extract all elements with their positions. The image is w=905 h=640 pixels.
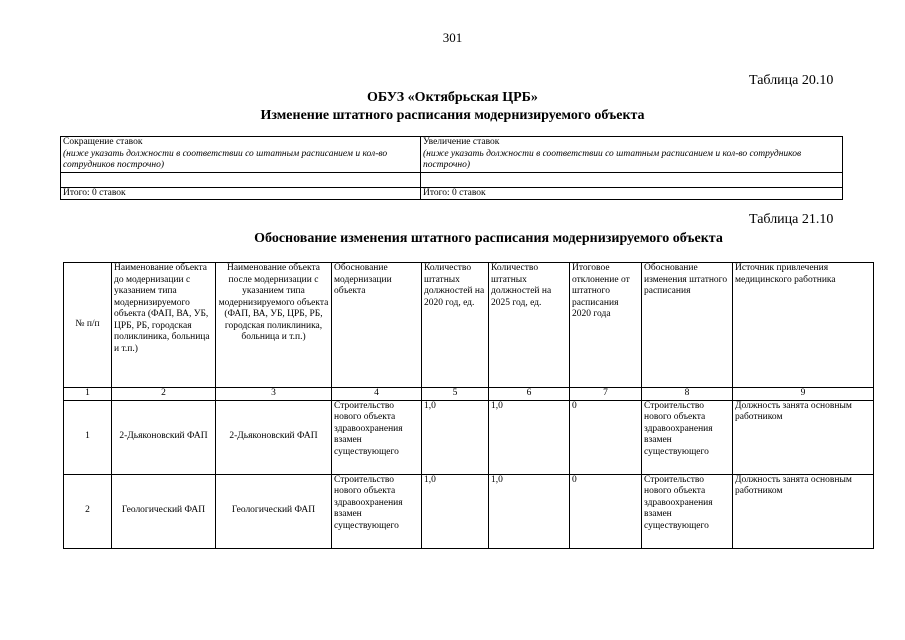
row-q2025: 1,0 xyxy=(489,400,570,474)
col-number: 4 xyxy=(332,388,422,401)
table2-title: Обоснование изменения штатного расписания модернизируемого объекта xyxy=(254,231,723,246)
row-before: Геологический ФАП xyxy=(112,474,216,548)
col-number: 1 xyxy=(64,388,112,401)
organization-title: ОБУЗ «Октябрьская ЦРБ» xyxy=(367,90,538,105)
row-before: 2-Дьяконовский ФАП xyxy=(112,400,216,474)
page-number: 301 xyxy=(442,30,463,45)
header-source: Источник привлечения медицинского работника xyxy=(733,263,874,388)
header-after: Наименование объекта после модернизации с указанием типа модернизируемого объекта (ФАП, ВА, УБ, ЦРБ, РБ, городская поликлиника, больница и т.п.) xyxy=(216,263,332,388)
row-num: 1 xyxy=(64,400,112,474)
row-after: Геологический ФАП xyxy=(216,474,332,548)
col-number: 3 xyxy=(216,388,332,401)
col-number: 5 xyxy=(422,388,489,401)
header-q2020: Количество штатных должностей на 2020 год, ед. xyxy=(422,263,489,388)
staff-justification-table xyxy=(63,262,874,549)
header-row xyxy=(64,263,874,388)
header-reason: Обоснование модернизации объекта xyxy=(332,263,422,388)
header-deviation: Итоговое отклонение от штатного расписания 2020 года xyxy=(570,263,642,388)
header-change-reason: Обоснование изменения штатного расписания xyxy=(642,263,733,388)
reduction-header-cell xyxy=(61,137,421,173)
header-num: № п/п xyxy=(64,263,112,388)
reduction-empty-cell xyxy=(61,173,421,188)
row-after: 2-Дьяконовский ФАП xyxy=(216,400,332,474)
increase-empty-cell xyxy=(421,173,843,188)
header-q2025: Количество штатных должностей на 2025 год, ед. xyxy=(489,263,570,388)
row-reason: Строительство нового объекта здравоохранения взамен существующего xyxy=(332,474,422,548)
row-change-reason: Строительство нового объекта здравоохранения взамен существующего xyxy=(642,400,733,474)
col-number: 2 xyxy=(112,388,216,401)
table1-label: Таблица 20.10 xyxy=(749,73,834,88)
column-number-row xyxy=(64,388,874,401)
header-before: Наименование объекта до модернизации с указанием типа модернизируемого объекта (ФАП, ВА, УБ, ЦРБ, РБ, городская поликлиника, больница и т.п.) xyxy=(112,263,216,388)
reduction-total: Итого: 0 ставок xyxy=(61,188,421,200)
row-num: 2 xyxy=(64,474,112,548)
increase-header: Увеличение ставок xyxy=(423,137,500,147)
staff-change-table xyxy=(60,136,843,200)
reduction-note: (ниже указать должности в соответствии со штатным расписанием и кол-во сотрудников построчно) xyxy=(63,148,388,170)
increase-note: (ниже указать должности в соответствии со штатным расписанием и кол-во сотрудников построчно) xyxy=(423,148,802,170)
col-number: 8 xyxy=(642,388,733,401)
row-deviation: 0 xyxy=(570,400,642,474)
row-deviation: 0 xyxy=(570,474,642,548)
row-q2020: 1,0 xyxy=(422,400,489,474)
reduction-header: Сокращение ставок xyxy=(63,137,143,147)
row-reason: Строительство нового объекта здравоохранения взамен существующего xyxy=(332,400,422,474)
table2-label: Таблица 21.10 xyxy=(749,212,834,227)
col-number: 9 xyxy=(733,388,874,401)
row-source: Должность занята основным работником xyxy=(733,400,874,474)
row-q2025: 1,0 xyxy=(489,474,570,548)
row-q2020: 1,0 xyxy=(422,474,489,548)
increase-total: Итого: 0 ставок xyxy=(421,188,843,200)
row-change-reason: Строительство нового объекта здравоохранения взамен существующего xyxy=(642,474,733,548)
col-number: 6 xyxy=(489,388,570,401)
row-source: Должность занята основным работником xyxy=(733,474,874,548)
table-row xyxy=(64,474,874,548)
table1-title: Изменение штатного расписания модернизируемого объекта xyxy=(260,108,645,123)
col-number: 7 xyxy=(570,388,642,401)
table-row xyxy=(64,400,874,474)
increase-header-cell xyxy=(421,137,843,173)
